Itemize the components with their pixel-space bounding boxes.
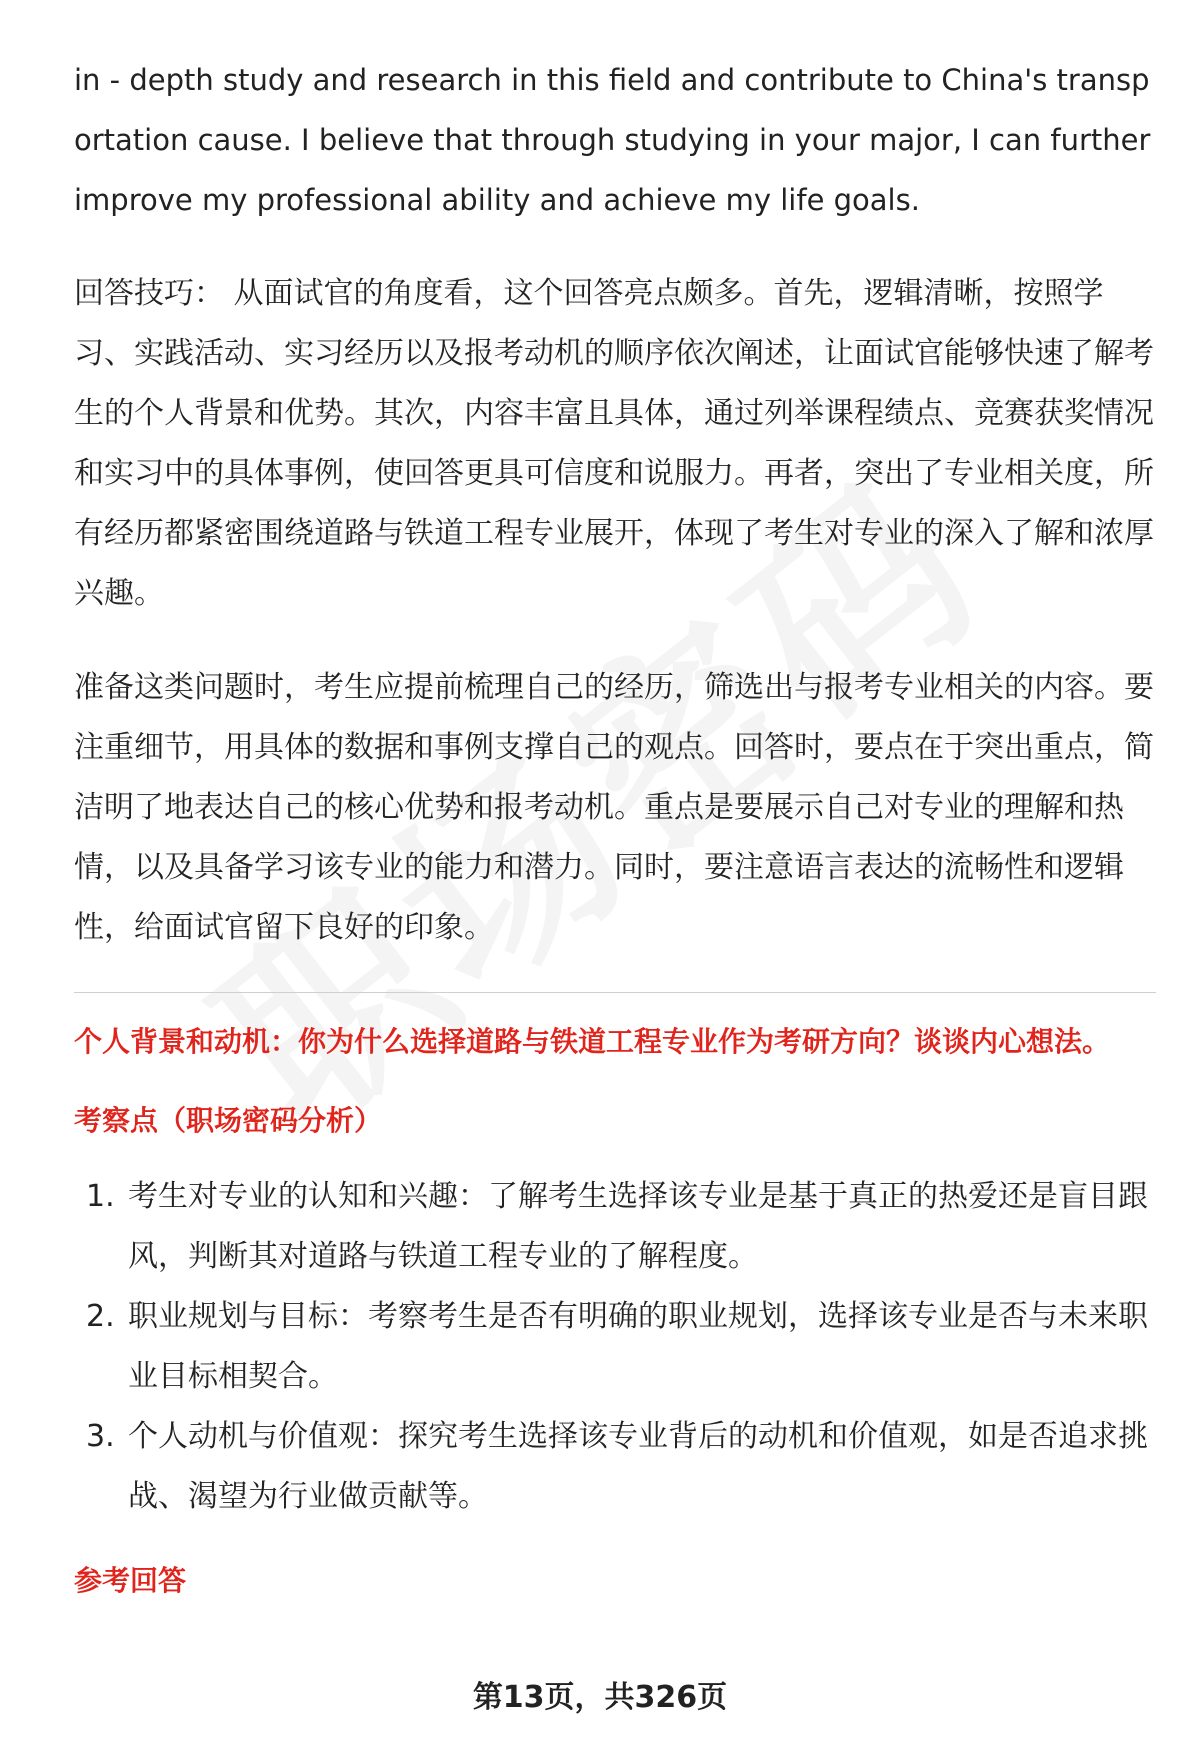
focus-heading: 考察点（职场密码分析） [74, 1104, 383, 1137]
list-item-number: 3. [86, 1419, 115, 1454]
list-item [74, 1407, 1154, 1527]
page-number: 第13页，共326页 [472, 1680, 728, 1715]
list-item-number: 1. [86, 1179, 115, 1214]
list-item [74, 1287, 1154, 1407]
list-item [74, 1167, 1154, 1287]
page-content [74, 50, 1154, 1627]
focus-list [74, 1167, 1154, 1527]
list-item-text: 个人动机与价值观：探究考生选择该专业背后的动机和价值观，如是否追求挑战、渴望为行业做贡献等。 [128, 1419, 1148, 1514]
question-title: 个人背景和动机：你为什么选择道路与铁道工程专业作为考研方向？谈谈内心想法。 [74, 1025, 1111, 1058]
list-item-text: 考生对专业的认知和兴趣：了解考生选择该专业是基于真正的热爱还是盲目跟风，判断其对道路与铁道工程专业的了解程度。 [128, 1179, 1148, 1274]
section-divider [74, 992, 1156, 993]
english-paragraph: in - depth study and research in this field and contribute to China's transportation cause. I believe that through studying in your major, I can further improve my professional ability and achieve my life goals. [74, 63, 1151, 217]
answer-heading: 参考回答 [74, 1564, 187, 1597]
preparation-paragraph: 准备这类问题时，考生应提前梳理自己的经历，筛选出与报考专业相关的内容。要注重细节，用具体的数据和事例支撑自己的观点。回答时，要点在于突出重点，简洁明了地表达自己的核心优势和报考动机。重点是要展示自己对专业的理解和热情，以及具备学习该专业的能力和潜力。同时，要注意语言表达的流畅性和逻辑性，给面试官留下良好的印象。 [74, 670, 1154, 945]
list-item-number: 2. [86, 1299, 115, 1334]
tips-paragraph: 回答技巧： 从面试官的角度看，这个回答亮点颇多。首先，逻辑清晰，按照学习、实践活动、实习经历以及报考动机的顺序依次阐述，让面试官能够快速了解考生的个人背景和优势。其次，内容丰富且具体，通过列举课程绩点、竞赛获奖情况和实习中的具体事例，使回答更具可信度和说服力。再者，突出了专业相关度，所有经历都紧密围绕道路与铁道工程专业展开，体现了考生对专业的深入了解和浓厚兴趣。 [74, 276, 1154, 611]
list-item-text: 职业规划与目标：考察考生是否有明确的职业规划，选择该专业是否与未来职业目标相契合。 [128, 1299, 1148, 1394]
